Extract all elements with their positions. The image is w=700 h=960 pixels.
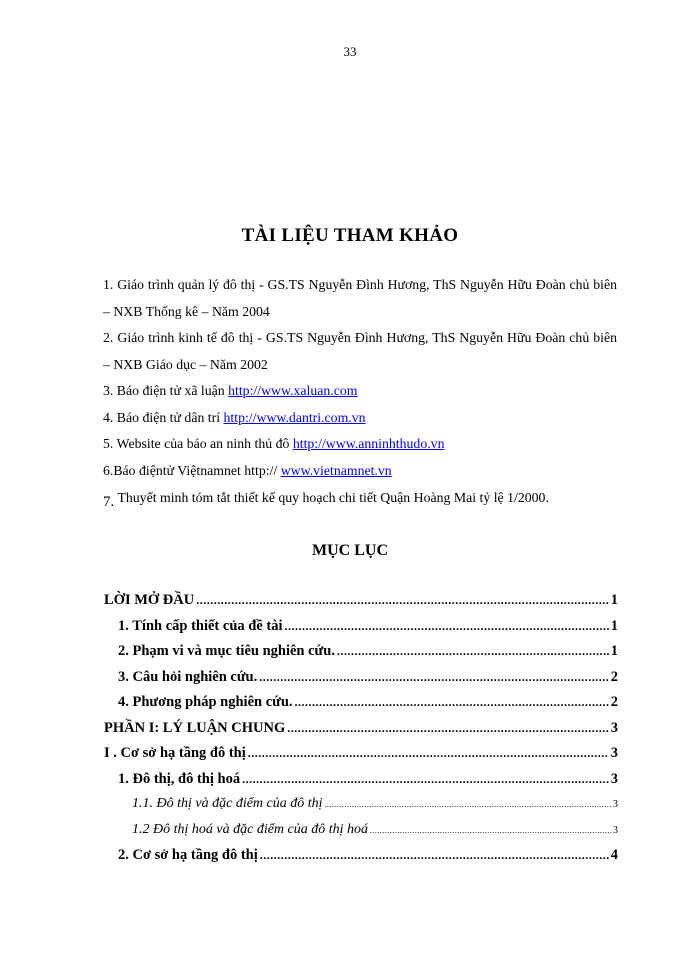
toc-page-number: 3 [610, 719, 618, 736]
toc-entry[interactable] [104, 720, 618, 746]
toc-entry[interactable] [104, 694, 618, 720]
toc-entry[interactable] [104, 771, 618, 797]
reference-item-2: 2. Giáo trình kinh tế đô thị - GS.TS Nguyễn Đình Hương, ThS Nguyễn Hữu Đoàn chủ biên – NXB Giáo dục – Năm 2002 [103, 330, 617, 372]
reference-item-3 [103, 378, 617, 405]
reference-text: 5. Website của báo an ninh thủ đô [103, 436, 293, 451]
toc-page-number: 1 [610, 643, 618, 659]
dantri-link[interactable]: http://www.dantri.com.vn [223, 409, 366, 425]
reference-item-7 [103, 485, 617, 512]
reference-text: 4. Báo điện tử dân trí [103, 409, 224, 425]
reference-text: Thuyết minh tóm tắt thiết kế quy hoạch chi tiết Quận Hoàng Mai tỷ lệ 1/2000. [117, 490, 549, 505]
reference-item-5 [103, 431, 617, 458]
toc-entry-label: 1. Tính cấp thiết của đề tài [118, 617, 283, 634]
toc-page-number: 2 [610, 668, 618, 685]
dot-leader [260, 848, 609, 863]
page-number: 33 [343, 44, 357, 59]
dot-leader [325, 800, 611, 809]
reference-item-6 [103, 458, 617, 485]
toc-entry[interactable] [104, 669, 618, 695]
toc-entry-label: PHẦN I: LÝ LUẬN CHUNG [104, 719, 286, 736]
dot-leader [242, 772, 609, 787]
toc-entry[interactable] [104, 643, 618, 669]
toc-page-number: 3 [610, 770, 618, 787]
anninhthudo-link[interactable]: http://www.anninhthudo.vn [292, 436, 445, 451]
references-list [103, 272, 617, 512]
toc-entry[interactable] [104, 592, 618, 618]
reference-text: 6.Báo điệntử Việtnamnet http:// [103, 462, 281, 478]
toc-entry[interactable] [104, 822, 618, 848]
dot-leader [259, 670, 609, 685]
dot-leader [295, 695, 609, 710]
toc-entry-label: 3. Câu hỏi nghiên cứu. [118, 668, 258, 685]
toc-page-number: 3 [610, 745, 618, 761]
xaluan-link[interactable]: http://www.xaluan.com [228, 383, 358, 398]
dot-leader [248, 746, 609, 761]
dot-leader [287, 721, 609, 736]
reference-item-1: 1. Giáo trình quản lý đô thị - GS.TS Nguyễn Đình Hương, ThS Nguyễn Hữu Đoàn chủ biên – NXB Thống kê – Năm 2004 [103, 277, 617, 319]
toc-entry-label: 2. Phạm vi và mục tiêu nghiên cứu. [118, 643, 335, 659]
references-title: TÀI LIỆU THAM KHẢO [241, 225, 459, 246]
toc-title: MỤC LỤC [312, 542, 388, 559]
toc-entry[interactable] [104, 745, 618, 771]
toc-page-number: 3 [613, 799, 618, 810]
toc-page-number: 1 [610, 592, 618, 608]
toc-entry-label: LỜI MỞ ĐẦU [104, 592, 195, 608]
reference-text: 3. Báo điện tử xã luận [103, 383, 229, 398]
dot-leader [284, 619, 608, 634]
toc-page-number: 2 [610, 694, 618, 710]
toc-entry-label: 2. Cơ sở hạ tầng đô thị [118, 847, 258, 863]
toc-entry[interactable] [104, 618, 618, 644]
reference-number: 7. [103, 494, 115, 510]
dot-leader [196, 593, 609, 608]
vietnamnet-link[interactable]: www.vietnamnet.vn [280, 462, 392, 478]
reference-item-4 [103, 405, 617, 432]
toc-entry-label: 1.2 Đô thị hoá và đặc điểm của đô thị hoá [132, 821, 369, 837]
dot-leader [337, 644, 609, 659]
toc-page-number: 4 [610, 847, 618, 863]
toc-page-number: 3 [613, 824, 618, 836]
toc-page-number: 1 [610, 617, 618, 634]
table-of-contents [104, 592, 618, 873]
dot-leader [370, 826, 611, 835]
toc-entry-label: 1.1. Đô thị và đặc điểm của đô thị [132, 796, 323, 811]
toc-entry[interactable] [104, 847, 618, 873]
toc-entry-label: 4. Phương pháp nghiên cứu. [118, 694, 293, 710]
toc-entry-label: 1. Đô thị, đô thị hoá [118, 770, 241, 787]
toc-entry[interactable] [104, 796, 618, 822]
toc-entry-label: I . Cơ sở hạ tầng đô thị [104, 745, 246, 761]
